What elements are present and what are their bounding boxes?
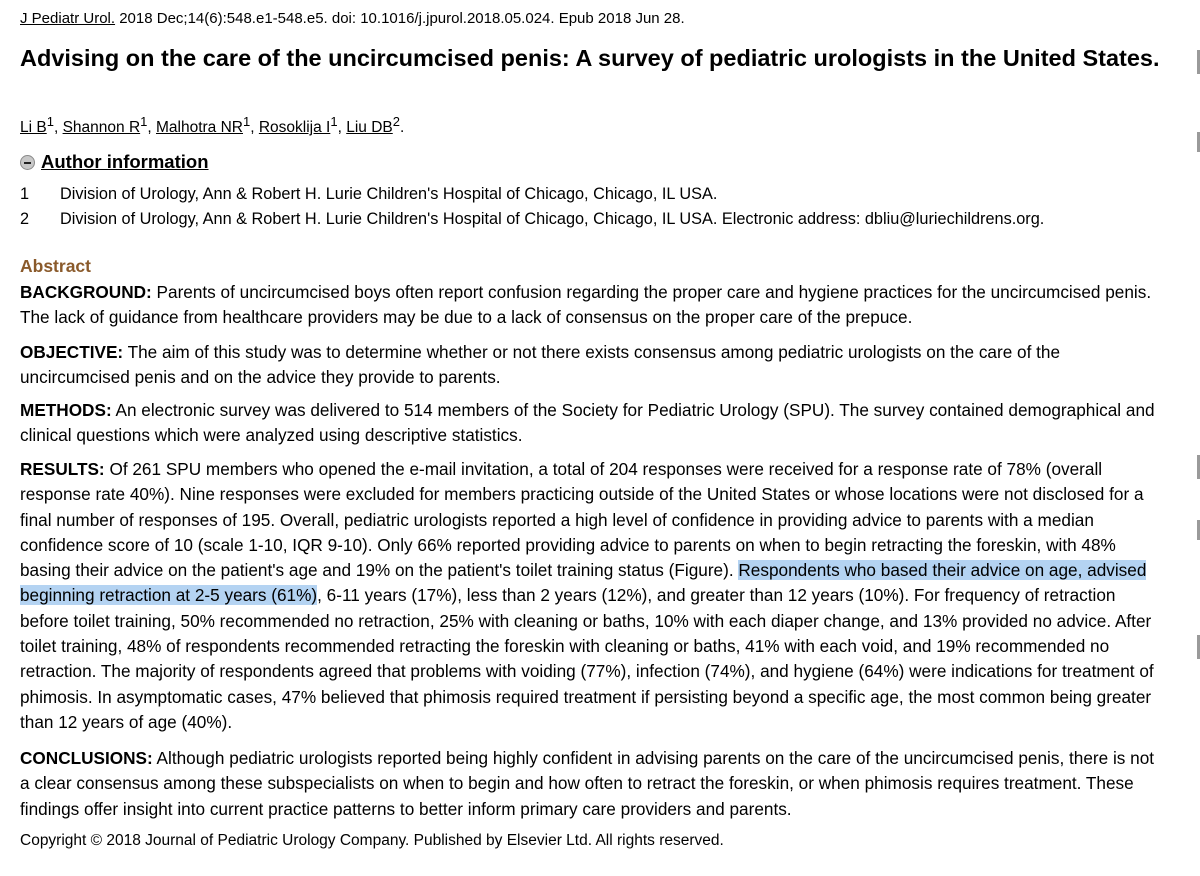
abstract-objective [20, 340, 1165, 391]
author-link[interactable]: Shannon R [62, 119, 141, 137]
author-link[interactable]: Malhotra NR [156, 119, 243, 137]
section-text: Of 261 SPU members who opened the e-mail invitation, a total of 204 responses were received for a response rate of 78% (overall response rate 40%). Nine responses were excluded for members practicing outside of the United States or whose locations were not disclosed for a final number of responses of 195. Overall, pediatric urologists reported a high level of confidence in providing advice to parents with a median confidence score of 10 (scale 1-10, IQR 9-10). Only 66% reported providing advice to parents on when to begin retracting the foreskin, with 48% basing their advice on the patient's age and 19% on the patient's toilet training status (Figure). [20, 459, 1144, 581]
author-affiliation-sup: 2 [392, 114, 400, 129]
author-link[interactable]: Liu DB [346, 119, 393, 137]
author-link[interactable]: Rosoklija I [258, 119, 331, 137]
section-text: Parents of uncircumcised boys often report confusion regarding the proper care and hygiene practices for the uncircumcised penis. The lack of guidance from healthcare providers may be due to a lack of consensus on the proper care of the prepuce. [20, 282, 1152, 328]
affiliation-text: Division of Urology, Ann & Robert H. Lurie Children's Hospital of Chicago, Chicago, IL USA. [60, 185, 718, 203]
abstract-heading: Abstract [20, 256, 91, 276]
affiliation-item [20, 210, 1044, 229]
affiliation-number: 2 [20, 210, 30, 228]
collapse-minus-icon[interactable] [20, 155, 35, 170]
author-information-toggle[interactable] [20, 151, 209, 173]
copyright-notice: Copyright © 2018 Journal of Pediatric Urology Company. Published by Elsevier Ltd. All rights reserved. [20, 832, 724, 849]
section-text: Although pediatric urologists reported being highly confident in advising parents on the care of the uncircumcised penis, there is not a clear consensus among these subspecialists on when to begin and how often to retract the foreskin, or when phimosis requires treatment. These findings offer insight into current practice patterns to better inform primary care providers and parents. [20, 748, 1155, 819]
section-label: RESULTS: [20, 459, 105, 479]
abstract-conclusions [20, 746, 1165, 822]
affiliation-text: Division of Urology, Ann & Robert H. Lurie Children's Hospital of Chicago, Chicago, IL USA. Electronic address: dbliu@luriechildrens.org. [60, 210, 1045, 228]
highlighted-selection: Respondents who based their advice on age, advised beginning retraction at 2-5 years (61%) [20, 560, 1147, 606]
section-label: OBJECTIVE: [20, 342, 124, 362]
article-title: Advising on the care of the uncircumcised penis: A survey of pediatric urologists in the United States. [20, 45, 1160, 71]
section-text: The aim of this study was to determine whether or not there exists consensus among pediatric urologists on the care of the uncircumcised penis and on the advice they provide to parents. [20, 342, 1061, 388]
affiliation-number: 1 [20, 185, 30, 203]
journal-link[interactable]: J Pediatr Urol. [20, 10, 116, 27]
section-label: METHODS: [20, 400, 112, 420]
author-affiliation-sup: 1 [330, 114, 338, 129]
author-list: Li $B^1$, Shannon $R^1$, Malhotra $NR^1$, Rosoklija $I^1$, Liu $DB^2$. [20, 114, 405, 137]
abstract-results [20, 457, 1165, 735]
section-text: , 6-11 years (17%), less than 2 years (12%), and greater than 12 years (10%). For frequency of retraction before toilet training, 50% recommended no retraction, 25% with cleaning or baths, 10% with each diaper change, and 13% provided no advice. After toilet training, 48% of respondents recommended retracting the foreskin with cleaning or baths, 41% with each void, and 19% recommended no retraction. The majority of respondents agreed that problems with voiding (77%), infection (74%), and hygiene (64%) were indications for treatment of phimosis. In asymptomatic cases, 47% believed that phimosis required treatment if persisting beyond a specific age, the most common being greater than 12 years of age (40%). [20, 585, 1154, 732]
section-text: An electronic survey was delivered to 514 members of the Society for Pediatric Urology (SPU). The survey contained demographical and clinical questions which were analyzed using descriptive statistics. [20, 400, 1155, 446]
author-affiliation-sup: 1 [243, 114, 251, 129]
citation [20, 10, 685, 27]
section-label: BACKGROUND: [20, 282, 152, 302]
author-link[interactable]: Li B [20, 119, 47, 137]
author-information-label[interactable]: Author information [41, 151, 209, 172]
citation-details: 2018 Dec;14(6):548.e1-548.e5. doi: 10.1016/j.jpurol.2018.05.024. Epub 2018 Jun 28. [115, 10, 685, 27]
section-label: CONCLUSIONS: [20, 748, 153, 768]
author-affiliation-sup: 1 [46, 114, 54, 129]
abstract-background [20, 280, 1165, 331]
abstract-methods [20, 398, 1165, 449]
affiliation-item [20, 185, 717, 204]
author-affiliation-sup: 1 [140, 114, 148, 129]
